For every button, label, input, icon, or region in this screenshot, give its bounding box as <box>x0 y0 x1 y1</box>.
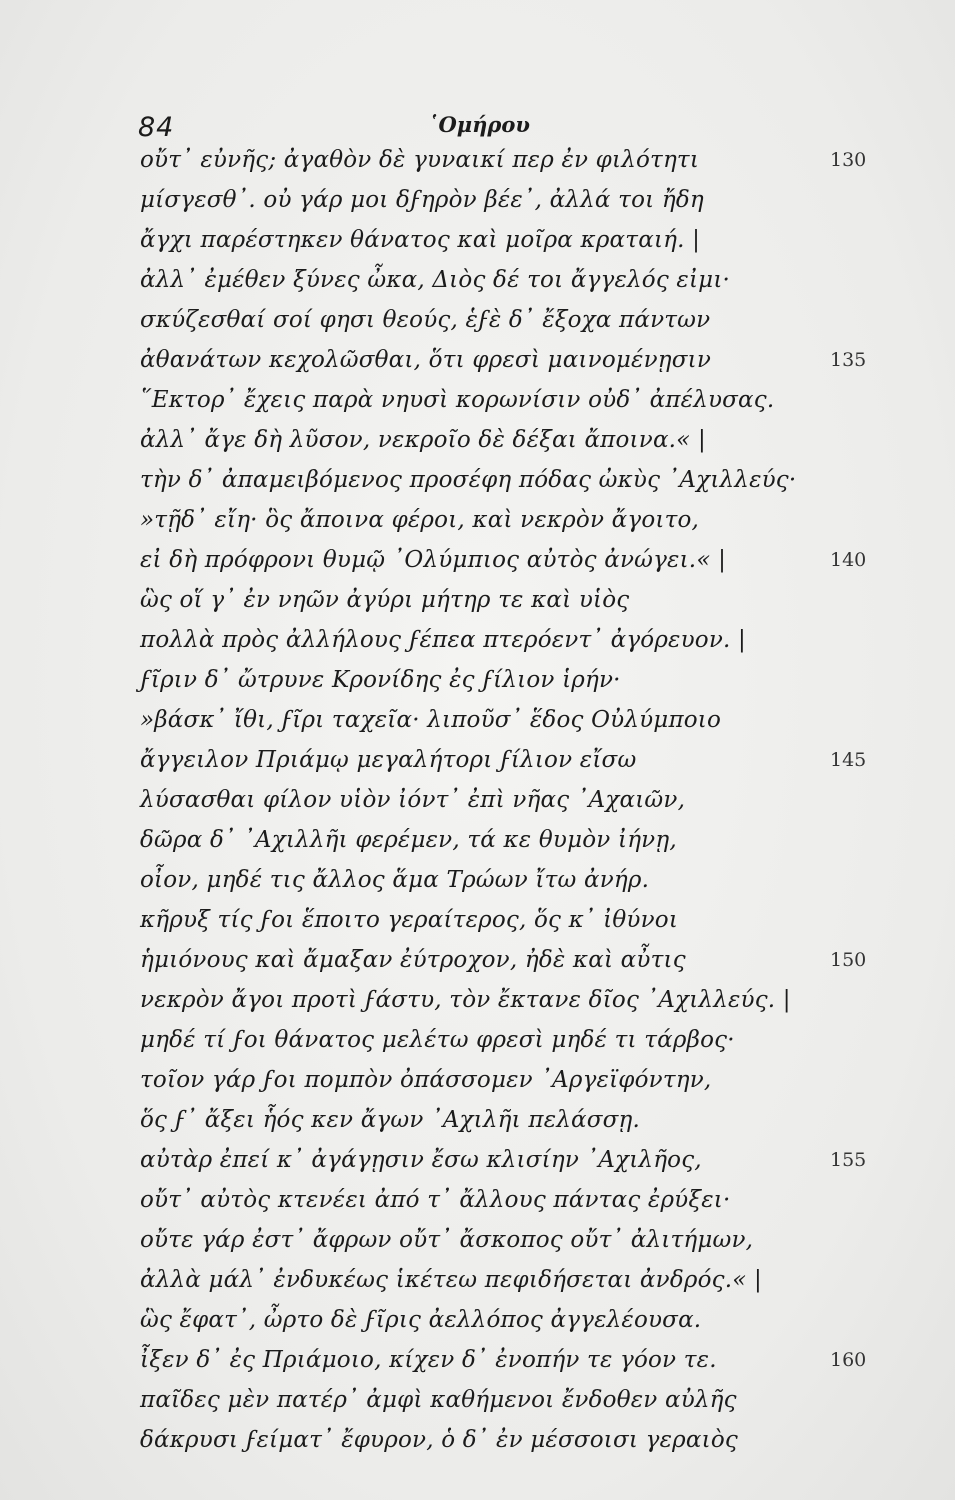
verse-line: ϝῖριν δ᾽ ὤτρυνε Κρονίδης ἐς ϝίλιον ἱρήν· <box>140 667 621 693</box>
verse-line: μηδέ τί ϝοι θάνατος μελέτω φρεσὶ μηδέ τι τάρβος· <box>140 1027 735 1053</box>
verse-line: τὴν δ᾽ ἀπαμειβόμενος προσέφη πόδας ὠκὺς ᾿Αχιλλεύς· <box>140 467 797 493</box>
verse-line: λύσασθαι φίλον υἱὸν ἰόντ᾽ ἐπὶ νῆας ᾿Αχαιῶν, <box>140 787 686 813</box>
verse-line: ἡμιόνους καὶ ἄμαξαν ἐύτροχον, ἠδὲ καὶ αὖτις <box>140 947 686 973</box>
line-number: 160 <box>830 1349 867 1371</box>
line-number: 140 <box>830 549 867 571</box>
verse-line: ἶξεν δ᾽ ἐς Πριάμοιο, κίχεν δ᾽ ἐνοπήν τε γόον τε. <box>140 1347 717 1373</box>
verse-line: εἰ δὴ πρόφρονι θυμῷ ᾿Ολύμπιος αὐτὸς ἀνώγει.« | <box>140 547 727 573</box>
verse-line: ὣς οἵ γ᾽ ἐν νηῶν ἀγύρι μήτηρ τε καὶ υἱὸς <box>140 587 630 613</box>
verse-line: πολλὰ πρὸς ἀλλήλους ϝέπεα πτερόεντ᾽ ἀγόρευον. | <box>140 627 746 653</box>
page-number: 84 <box>138 112 175 143</box>
running-title: ῾Ομήρου <box>428 112 530 137</box>
verse-line: δάκρυσι ϝείματ᾽ ἔφυρον, ὁ δ᾽ ἐν μέσσοισι γεραιὸς <box>140 1427 738 1453</box>
verse-line: »τῇδ᾽ εἴη· ὃς ἄποινα φέροι, καὶ νεκρὸν ἄγοιτο, <box>140 507 700 533</box>
verse-line: μίσγεσθ᾽. οὐ γάρ μοι δϝηρὸν βέε᾽, ἀλλά τοι ἤδη <box>140 187 704 213</box>
verse-line: αὐτὰρ ἐπεί κ᾽ ἀγάγῃσιν ἔσω κλισίην ᾿Αχιλῆος, <box>140 1147 702 1173</box>
verse-line: κῆρυξ τίς ϝοι ἕποιτο γεραίτερος, ὅς κ᾽ ἰθύνοι <box>140 907 679 933</box>
verse-line: δῶρα δ᾽ ᾿Αχιλλῆι φερέμεν, τά κε θυμὸν ἰήνῃ, <box>140 827 677 853</box>
verse-line: τοῖον γάρ ϝοι πομπὸν ὀπάσσομεν ᾿Αργεϊφόντην, <box>140 1067 712 1093</box>
verse-line: ὅς ϝ᾽ ἄξει ἧός κεν ἄγων ᾿Αχιλῆι πελάσσῃ. <box>140 1107 641 1133</box>
line-number: 130 <box>830 149 867 171</box>
line-number: 150 <box>830 949 867 971</box>
verse-line: οὔτ᾽ αὐτὸς κτενέει ἀπό τ᾽ ἄλλους πάντας ἐρύξει· <box>140 1187 731 1213</box>
verse-line: σκύζεσθαί σοί φησι θεούς, ἑϝὲ δ᾽ ἔξοχα πάντων <box>140 307 711 333</box>
verse-line: ἀθανάτων κεχολῶσθαι, ὅτι φρεσὶ μαινομένῃσιν <box>140 347 712 373</box>
verse-line: ἀλλ᾽ ἄγε δὴ λῦσον, νεκροῖο δὲ δέξαι ἄποινα.« | <box>140 427 706 453</box>
verse-line: ἄγχι παρέστηκεν θάνατος καὶ μοῖρα κραταιή. | <box>140 227 701 253</box>
line-number: 145 <box>830 749 867 771</box>
verse-line: ἀλλὰ μάλ᾽ ἐνδυκέως ἱκέτεω πεφιδήσεται ἀνδρός.« | <box>140 1267 762 1293</box>
verse-line: οἶον, μηδέ τις ἄλλος ἅμα Τρώων ἴτω ἀνήρ. <box>140 867 650 893</box>
line-number: 155 <box>830 1149 867 1171</box>
verse-line: »βάσκ᾽ ἴθι, ϝῖρι ταχεῖα· λιποῦσ᾽ ἕδος Οὐλύμποιο <box>140 707 722 733</box>
verse-line: παῖδες μὲν πατέρ᾽ ἀμφὶ καθήμενοι ἔνδοθεν αὐλῆς <box>140 1387 737 1413</box>
verse-line: οὔτε γάρ ἐστ᾽ ἄφρων οὔτ᾽ ἄσκοπος οὔτ᾽ ἀλιτήμων, <box>140 1227 754 1253</box>
line-number: 135 <box>830 349 867 371</box>
verse-line: νεκρὸν ἄγοι προτὶ ϝάστυ, τὸν ἔκτανε δῖος ᾿Αχιλλεύς. | <box>140 987 791 1013</box>
verse-line: ἀλλ᾽ ἐμέθεν ξύνες ὦκα, Διὸς δέ τοι ἄγγελός εἰμι· <box>140 267 731 293</box>
verse-line: ὣς ἔφατ᾽, ὦρτο δὲ ϝῖρις ἀελλόπος ἀγγελέουσα. <box>140 1307 702 1333</box>
verse-line: ἄγγειλον Πριάμῳ μεγαλήτορι ϝίλιον εἴσω <box>140 747 637 773</box>
verse-line: οὔτ᾽ εὐνῆς; ἀγαθὸν δὲ γυναικί περ ἐν φιλότητι <box>140 147 700 173</box>
verse-line: ῞Εκτορ᾽ ἔχεις παρὰ νηυσὶ κορωνίσιν οὐδ᾽ ἀπέλυσας. <box>140 387 775 413</box>
